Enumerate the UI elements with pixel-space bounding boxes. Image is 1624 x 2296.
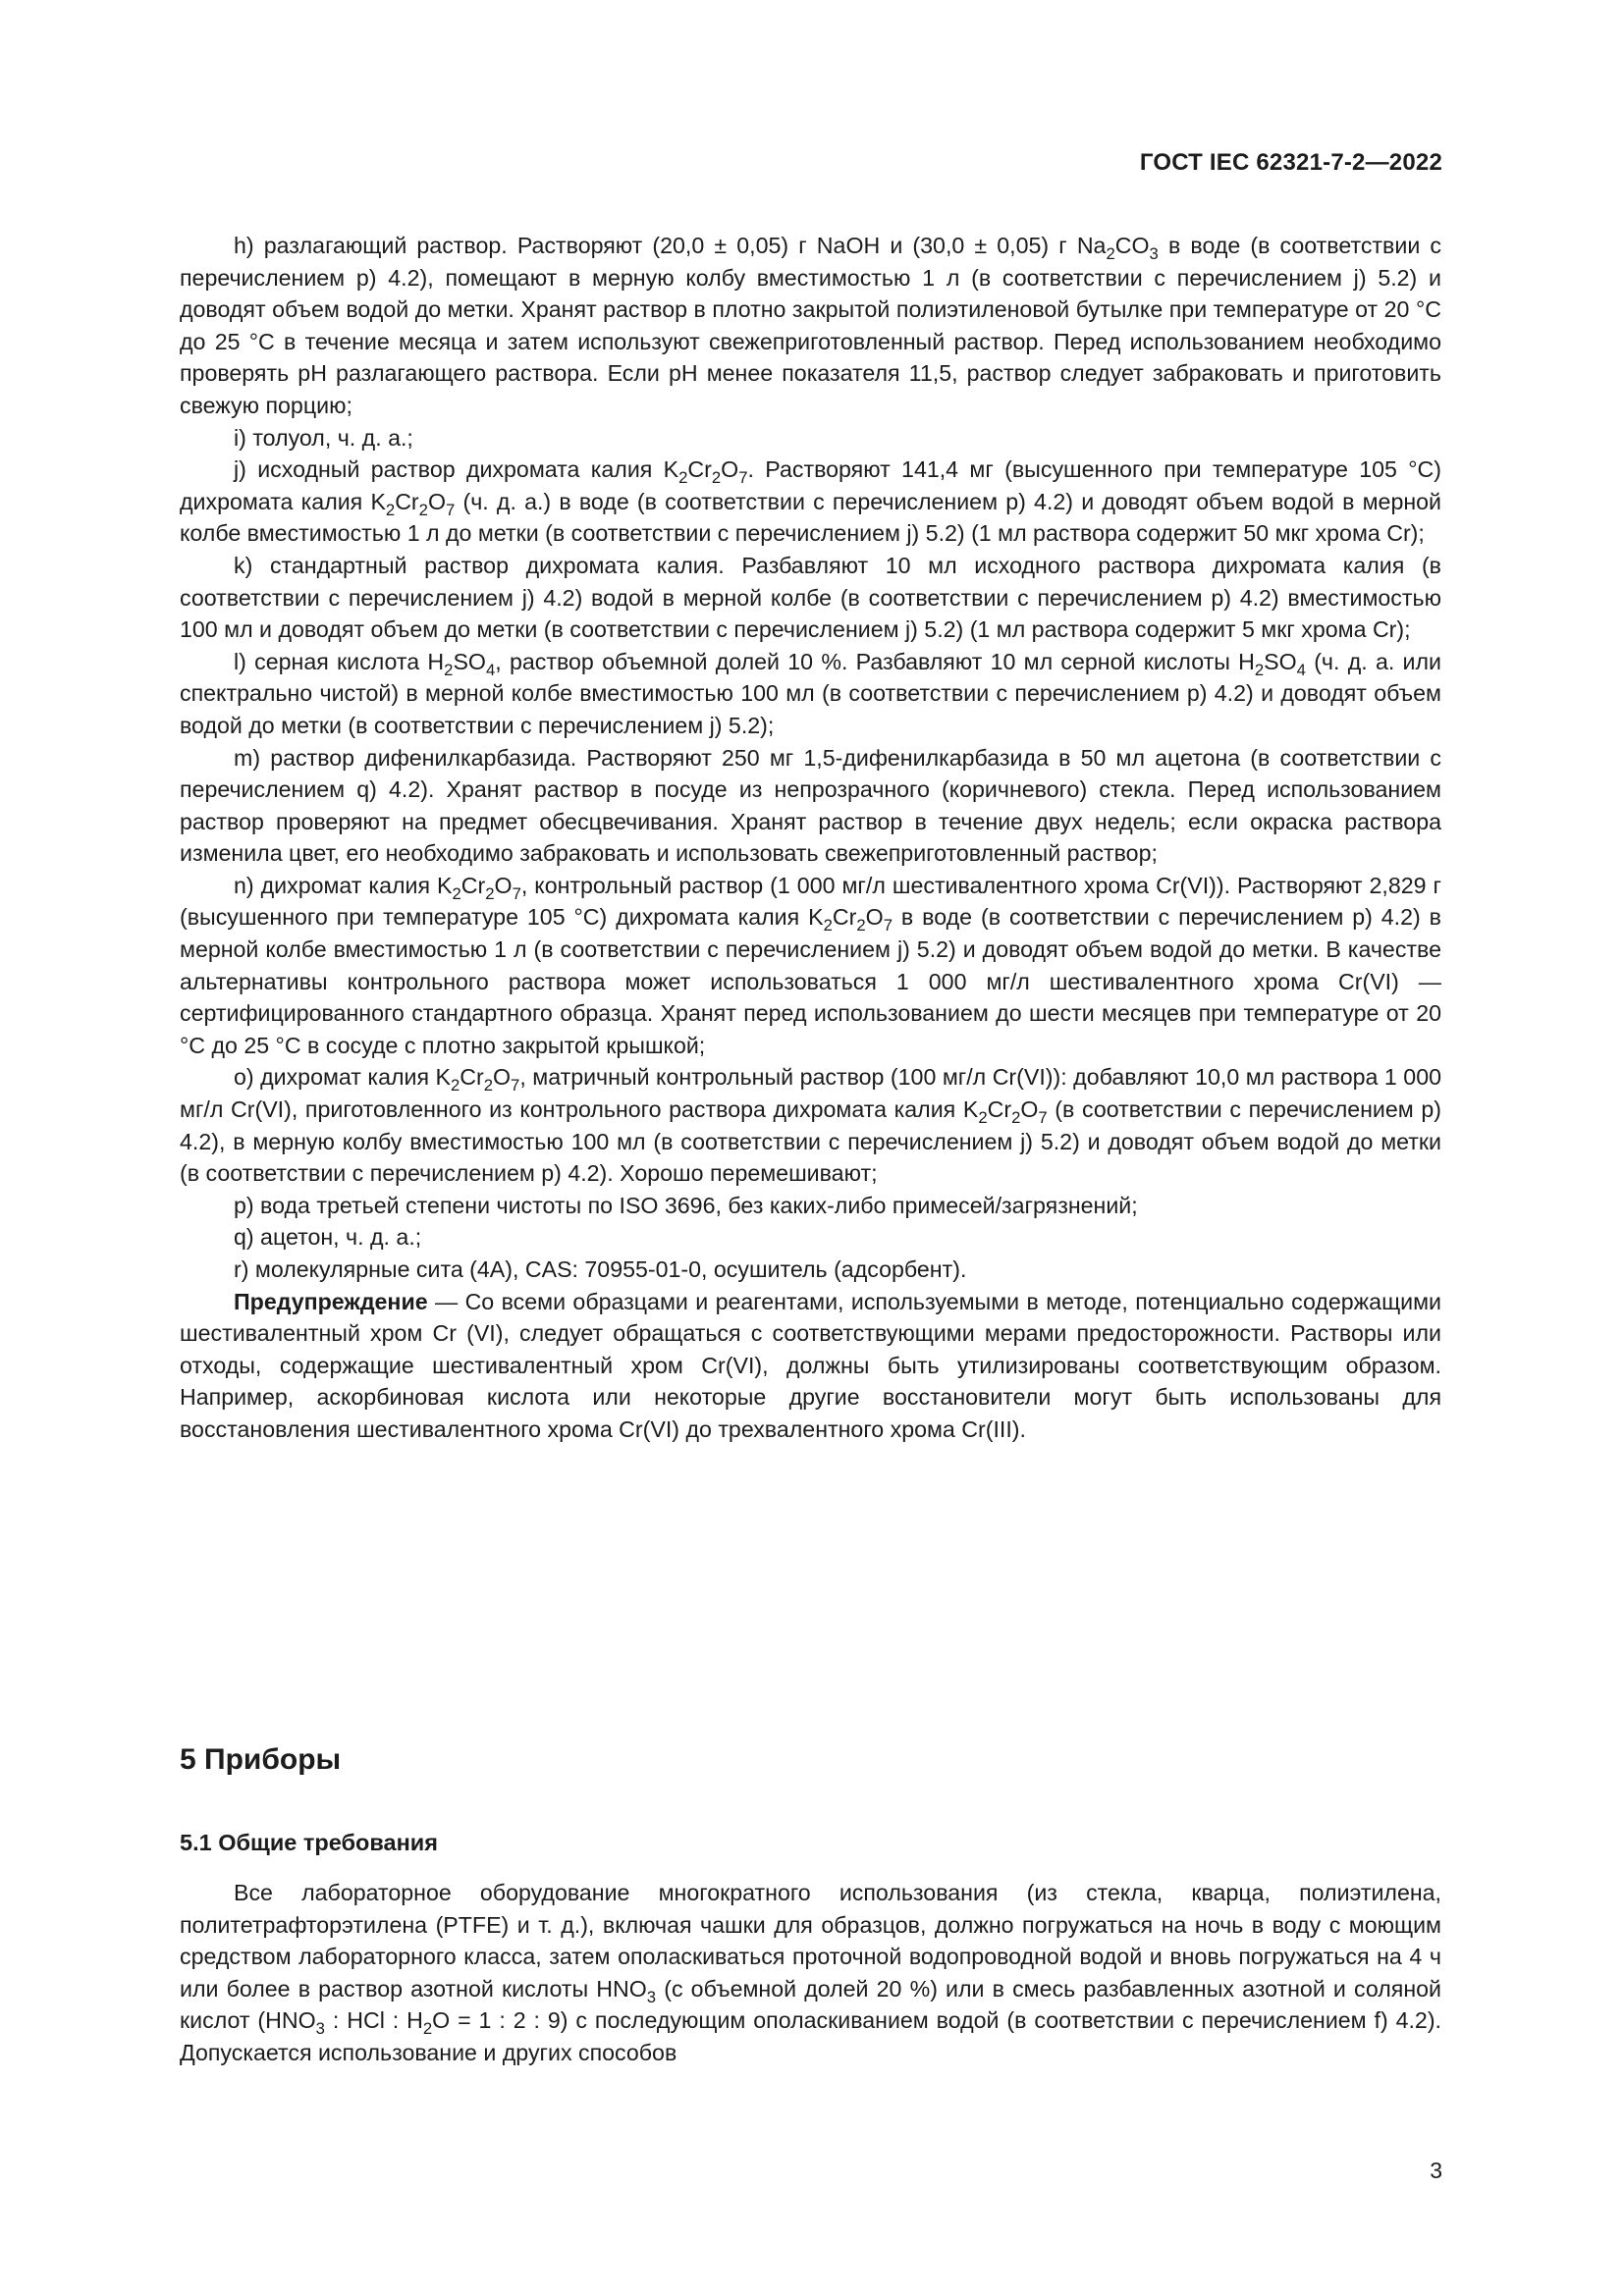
item-q: q) ацетон, ч. д. а.;	[234, 1224, 422, 1251]
item-i: i) толуол, ч. д. а.;	[234, 424, 413, 451]
item-n: n) дихромат калия $K_2Cr_2O_7$, контрольный раствор (1 000 мг/л шестивалентного хрома Cr(VI)). Растворяют 2,829 г (высушенного при температуре 105 °C) дихромата калия $K_2Cr_2O_7$ в воде (в соответствии с перечислением p) 4.2) в мерной колбе вместимостью 1 л (в соответствии с перечислением j) 5.2) и доводят объем водой до метки. В качестве альтернативы контрольного раствора может использоваться 1 000 мг/л шестивалентного хрома Cr(VI) — сертифицированного стандартного образца. Хранят перед использованием до шести месяцев при температуре от 20 °C до 25 °C в сосуде с плотно закрытой крышкой;	[180, 872, 1442, 1058]
document-header: ГОСТ IEC 62321-7-2—2022	[1139, 149, 1442, 176]
subsection-heading: 5.1 Общие требования	[180, 1830, 438, 1855]
item-k: k) стандартный раствор дихромата калия. Разбавляют 10 мл исходного раствора дихромата калия (в соответствии с перечислением j) 4.2) водой в мерной колбе (в соответствии с перечислением p) 4.2) вместимостью 100 мл и доводят объем до метки (в соответствии с перечислением j) 5.2) (1 мл раствора содержит 5 мкг хрома Cr);	[180, 552, 1441, 643]
item-h: h) разлагающий раствор. Растворяют (20,0 ± 0,05) г NaOH и (30,0 ± 0,05) г $Na_2CO_3$ в воде (в соответствии с перечислением p) 4.2), помещают в мерную колбу вместимостью 1 л (в соответствии с перечислением j) 5.2) и доводят объем водой до метки. Хранят раствор в плотно закрытой полиэтиленовой бутылке при температуре от 20 °C до 25 °C в течение месяца и затем используют свежеприготовленный раствор. Перед использованием необходимо проверять pH разлагающего раствора. Если pH менее показателя 11,5, раствор следует забраковать и приготовить свежую порцию;	[180, 233, 1441, 418]
section-5-1-text	[180, 1877, 1441, 2069]
item-p: p) вода третьей степени чистоты по ISO 3696, без каких-либо примесей/загрязнений;	[234, 1192, 1138, 1218]
warning-lead: Предупреждение	[234, 1288, 428, 1314]
body-text	[180, 230, 1441, 1446]
section-5-1-paragraph: Все лабораторное оборудование многократного использования (из стекла, кварца, полиэтилена, политетрафторэтилена (PTFE) и т. д.), включая чашки для образцов, должно погружаться на ночь в воду с моющим средством лабораторного класса, затем ополаскиваться проточной водопроводной водой и вновь погружаться на 4 ч или более в раствор азотной кислоты $HNO_3$ (с объемной долей 20 %) или в смесь разбавленных азотной и соляной кислот ($HNO_3$ : HCl : $H_2O = 1$ : 2 : 9) с последующим ополаскиванием водой (в соответствии с перечислением f) 4.2). Допускается использование и других способов	[180, 1880, 1441, 2065]
warning-paragraph: Предупреждение — Со всеми образцами и реагентами, используемыми в методе, потенциально содержащими шестивалентный хром Cr (VI), следует обращаться с соответствующими мерами предосторожности. Растворы или отходы, содержащие шестивалентный хром Cr(VI), должны быть утилизированы соответствующим образом. Например, аскорбиновая кислота или некоторые другие восстановители могут быть использованы для восстановления шестивалентного хрома Cr(VI) до трехвалентного хрома Cr(III).	[180, 1288, 1441, 1442]
section-heading: 5 Приборы	[180, 1743, 342, 1776]
page-number: 3	[1430, 2158, 1442, 2183]
item-j: j) исходный раствор дихромата калия $K_2Cr_2O_7$. Растворяют 141,4 мг (высушенного при температуре 105 °C) дихромата калия $K_2Cr_2O_7$ (ч. д. а.) в воде (в соответствии с перечислением p) 4.2) и доводят объем водой в мерной колбе вместимостью 1 л до метки (в соответствии с перечислением j) 5.2) (1 мл раствора содержит 50 мкг хрома Cr);	[180, 456, 1441, 547]
item-o: o) дихромат калия $K_2Cr_2O_7$, матричный контрольный раствор (100 мг/л Cr(VI)): добавляют 10,0 мл раствора 1 000 мг/л Cr(VI), приготовленного из контрольного раствора дихромата калия $K_2Cr_2O_7$ (в соответствии с перечислением p) 4.2), в мерную колбу вместимостью 100 мл (в соответствии с перечислением j) 5.2) и доводят объем водой до метки (в соответствии с перечислением p) 4.2). Хорошо перемешивают;	[180, 1064, 1441, 1187]
item-m: m) раствор дифенилкарбазида. Растворяют 250 мг 1,5-дифенилкарбазида в 50 мл ацетона (в соответствии с перечислением q) 4.2). Хранят раствор в посуде из непрозрачного (коричневого) стекла. Перед использованием раствор проверяют на предмет обесцвечивания. Хранят раствор в течение двух недель; если окраска раствора изменила цвет, его необходимо забраковать и использовать свежеприготовленный раствор;	[180, 744, 1441, 867]
item-l: l) серная кислота $H_2SO_4$, раствор объемной долей 10 %. Разбавляют 10 мл серной кислоты $H_2SO_4$ (ч. д. а. или спектрально чистой) в мерной колбе вместимостью 100 мл (в соответствии с перечислением p) 4.2) и доводят объем водой до метки (в соответствии с перечислением j) 5.2);	[180, 648, 1441, 738]
item-r: r) молекулярные сита (4A), CAS: 70955-01-0, осушитель (адсорбент).	[234, 1256, 967, 1282]
